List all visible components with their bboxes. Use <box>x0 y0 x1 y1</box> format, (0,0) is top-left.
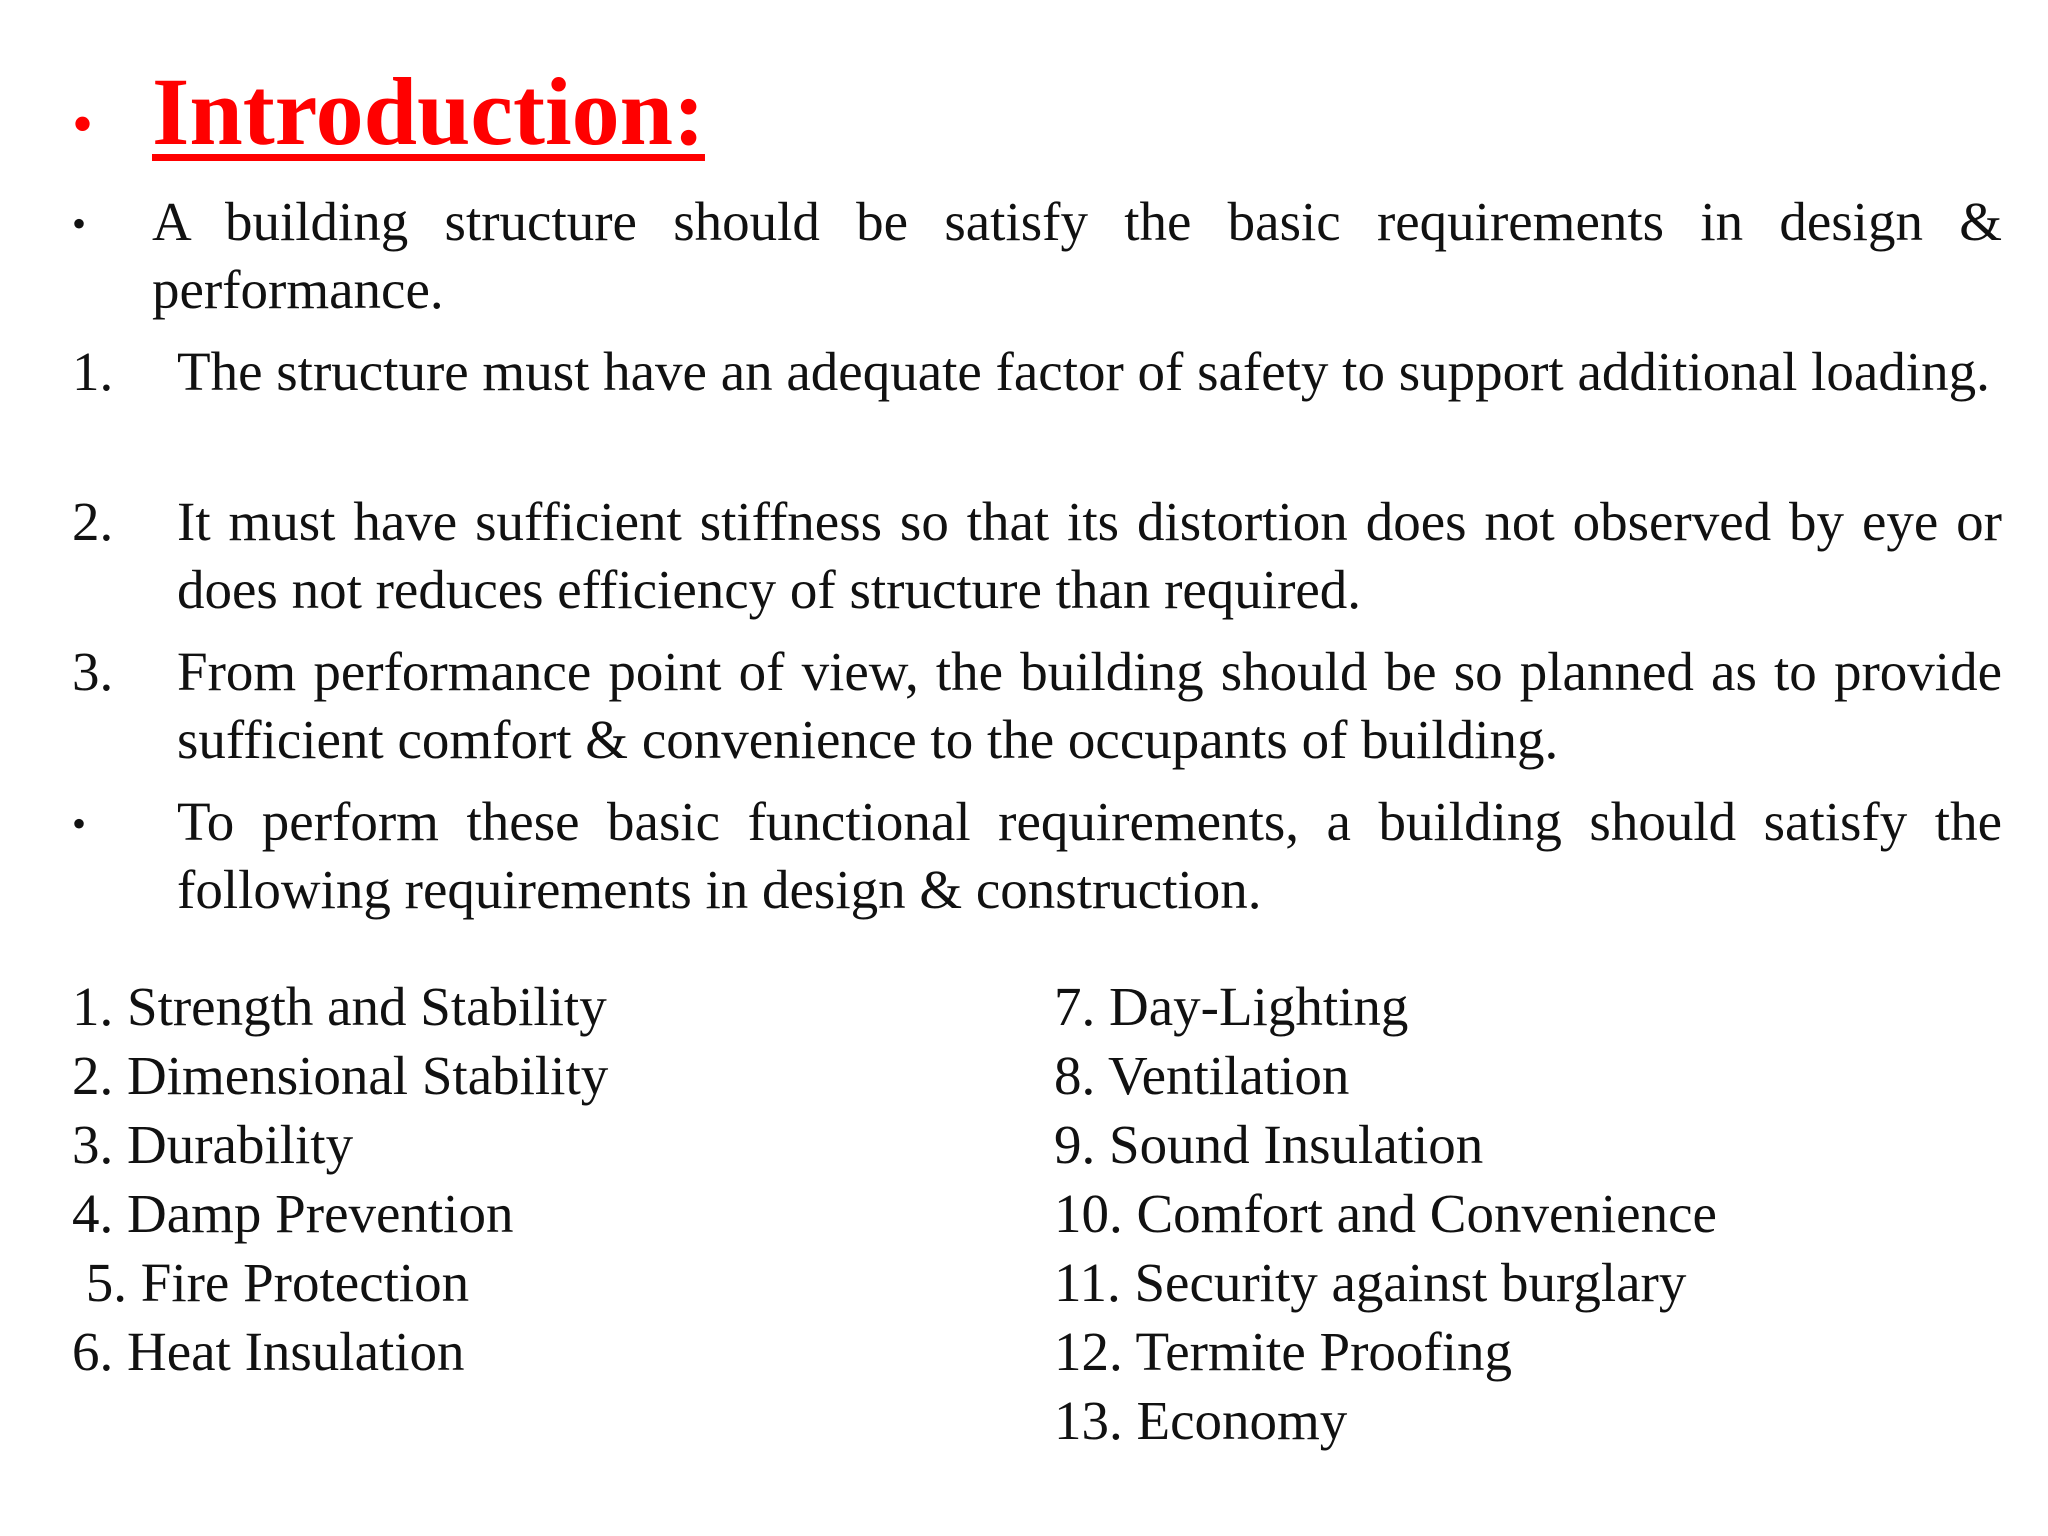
requirement-item: 12. Termite Proofing <box>1054 1321 1512 1382</box>
paragraph-text: A building structure should be satisfy the basic requirements in design & performance. <box>152 191 2002 320</box>
requirement-item: 5. Fire Protection <box>72 1252 470 1313</box>
title-text: Introduction: <box>152 58 705 165</box>
requirement-item: 9. Sound Insulation <box>1054 1114 1484 1175</box>
number-marker: 2. <box>72 491 114 552</box>
requirement-item: 2. Dimensional Stability <box>72 1045 609 1106</box>
requirement-item: 13. Economy <box>1054 1390 1348 1451</box>
title-bullet: • <box>72 91 94 157</box>
requirements-list-right <box>1054 972 2014 1455</box>
requirement-item: 7. Day-Lighting <box>1054 976 1409 1037</box>
requirement-item: 11. Security against burglary <box>1054 1252 1687 1313</box>
requirement-item: 1. Strength and Stability <box>72 976 607 1037</box>
requirement-item: 10. Comfort and Convenience <box>1054 1183 1717 1244</box>
paragraph-summary <box>72 788 2002 924</box>
bullet-marker: • <box>72 201 87 246</box>
paragraph-text: To perform these basic functional requirements, a building should satisfy the following requirements in design & construction. <box>177 791 2002 920</box>
paragraph-intro <box>72 188 2002 324</box>
paragraph-text: The structure must have an adequate factor of safety to support additional loading. <box>177 341 1990 402</box>
requirement-item: 6. Heat Insulation <box>72 1321 465 1382</box>
paragraph-text: It must have sufficient stiffness so that its distortion does not observed by eye or does not reduces efficiency of structure than required. <box>177 491 2002 620</box>
paragraph-item-1 <box>72 338 2002 406</box>
number-marker: 3. <box>72 641 114 702</box>
number-marker: 1. <box>72 341 114 402</box>
bullet-marker: • <box>72 801 87 846</box>
requirement-item: 4. Damp Prevention <box>72 1183 514 1244</box>
requirement-item: 3. Durability <box>72 1114 354 1175</box>
requirements-list-left <box>72 972 972 1386</box>
slide-title <box>72 58 705 165</box>
requirement-item: 8. Ventilation <box>1054 1045 1350 1106</box>
paragraph-text: From performance point of view, the building should be so planned as to provide sufficient comfort & convenience to the occupants of building. <box>177 641 2002 770</box>
paragraph-item-2 <box>72 488 2002 624</box>
paragraph-item-3 <box>72 638 2002 774</box>
